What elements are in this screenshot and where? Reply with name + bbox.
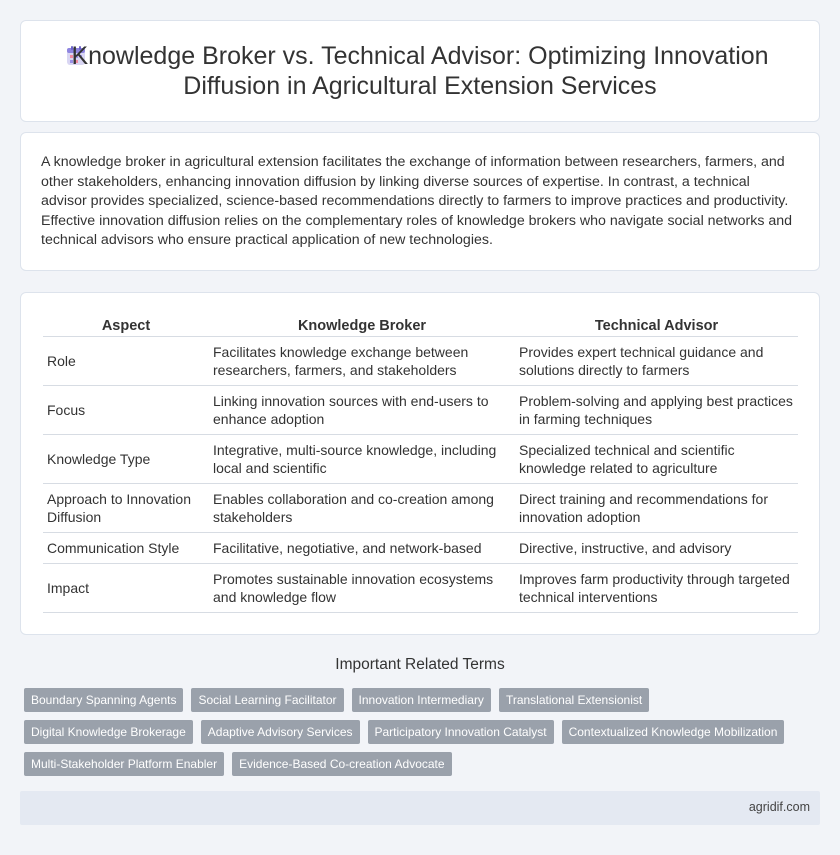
tag-item[interactable]: Adaptive Advisory Services	[201, 720, 360, 744]
header-card	[20, 20, 820, 122]
row-knowledge-broker: Facilitative, negotiative, and network-based	[209, 533, 515, 564]
related-terms-title: Important Related Terms	[335, 656, 505, 673]
table-row	[43, 386, 798, 435]
tag-item[interactable]: Evidence-Based Co-creation Advocate	[232, 752, 451, 776]
row-knowledge-broker: Linking innovation sources with end-users to enhance adoption	[209, 386, 515, 435]
tag-item[interactable]: Contextualized Knowledge Mobilization	[562, 720, 785, 744]
intro-text: A knowledge broker in agricultural extension facilitates the exchange of information between researchers, farmers, and other stakeholders, enhancing innovation diffusion by linking diverse sources of expertise. In contrast, a technical advisor provides specialized, science-based recommendations directly to farmers to improve practices and productivity. Effective innovation diffusion relies on the complementary roles of knowledge brokers who navigate social networks and technical advisors who ensure practical application of new technologies.	[41, 154, 793, 248]
row-aspect: Knowledge Type	[43, 435, 209, 484]
row-aspect: Impact	[43, 564, 209, 613]
row-knowledge-broker: Integrative, multi-source knowledge, including local and scientific	[209, 435, 515, 484]
row-aspect: Communication Style	[43, 533, 209, 564]
table-row	[43, 337, 798, 386]
header-knowledge-broker: Knowledge Broker	[209, 315, 515, 337]
row-technical-advisor: Improves farm productivity through targeted technical interventions	[515, 564, 798, 613]
tag-item[interactable]: Multi-Stakeholder Platform Enabler	[24, 752, 224, 776]
row-technical-advisor: Directive, instructive, and advisory	[515, 533, 798, 564]
tag-item[interactable]: Participatory Innovation Catalyst	[368, 720, 554, 744]
row-aspect: Approach to Innovation Diffusion	[43, 484, 209, 533]
table-row	[43, 564, 798, 613]
footer-site[interactable]: agridif.com	[748, 800, 810, 814]
comparison-table	[43, 315, 798, 613]
tag-row	[24, 720, 824, 744]
tag-item[interactable]: Social Learning Facilitator	[191, 688, 343, 712]
row-aspect: Role	[43, 337, 209, 386]
tag-item[interactable]: Boundary Spanning Agents	[24, 688, 183, 712]
table-row	[43, 484, 798, 533]
row-knowledge-broker: Enables collaboration and co-creation among stakeholders	[209, 484, 515, 533]
tag-item[interactable]: Innovation Intermediary	[352, 688, 491, 712]
row-technical-advisor: Provides expert technical guidance and solutions directly to farmers	[515, 337, 798, 386]
row-technical-advisor: Problem-solving and applying best practices in farming techniques	[515, 386, 798, 435]
table-header-row	[43, 315, 798, 337]
row-technical-advisor: Specialized technical and scientific knowledge related to agriculture	[515, 435, 798, 484]
row-knowledge-broker: Facilitates knowledge exchange between researchers, farmers, and stakeholders	[209, 337, 515, 386]
tag-item[interactable]: Digital Knowledge Brokerage	[24, 720, 193, 744]
header-technical-advisor: Technical Advisor	[515, 315, 798, 337]
row-aspect: Focus	[43, 386, 209, 435]
footer	[20, 791, 820, 825]
intro-card	[20, 132, 820, 271]
table-row	[43, 435, 798, 484]
header-aspect: Aspect	[43, 315, 209, 337]
related-terms-tags	[24, 688, 824, 784]
row-knowledge-broker: Promotes sustainable innovation ecosystems and knowledge flow	[209, 564, 515, 613]
tag-row	[24, 752, 824, 776]
tag-row	[24, 688, 824, 712]
tag-item[interactable]: Translational Extensionist	[499, 688, 649, 712]
page-title: Knowledge Broker vs. Technical Advisor: Optimizing Innovation Diffusion in Agricultural Extension Services	[71, 42, 769, 100]
row-technical-advisor: Direct training and recommendations for innovation adoption	[515, 484, 798, 533]
table-row	[43, 533, 798, 564]
